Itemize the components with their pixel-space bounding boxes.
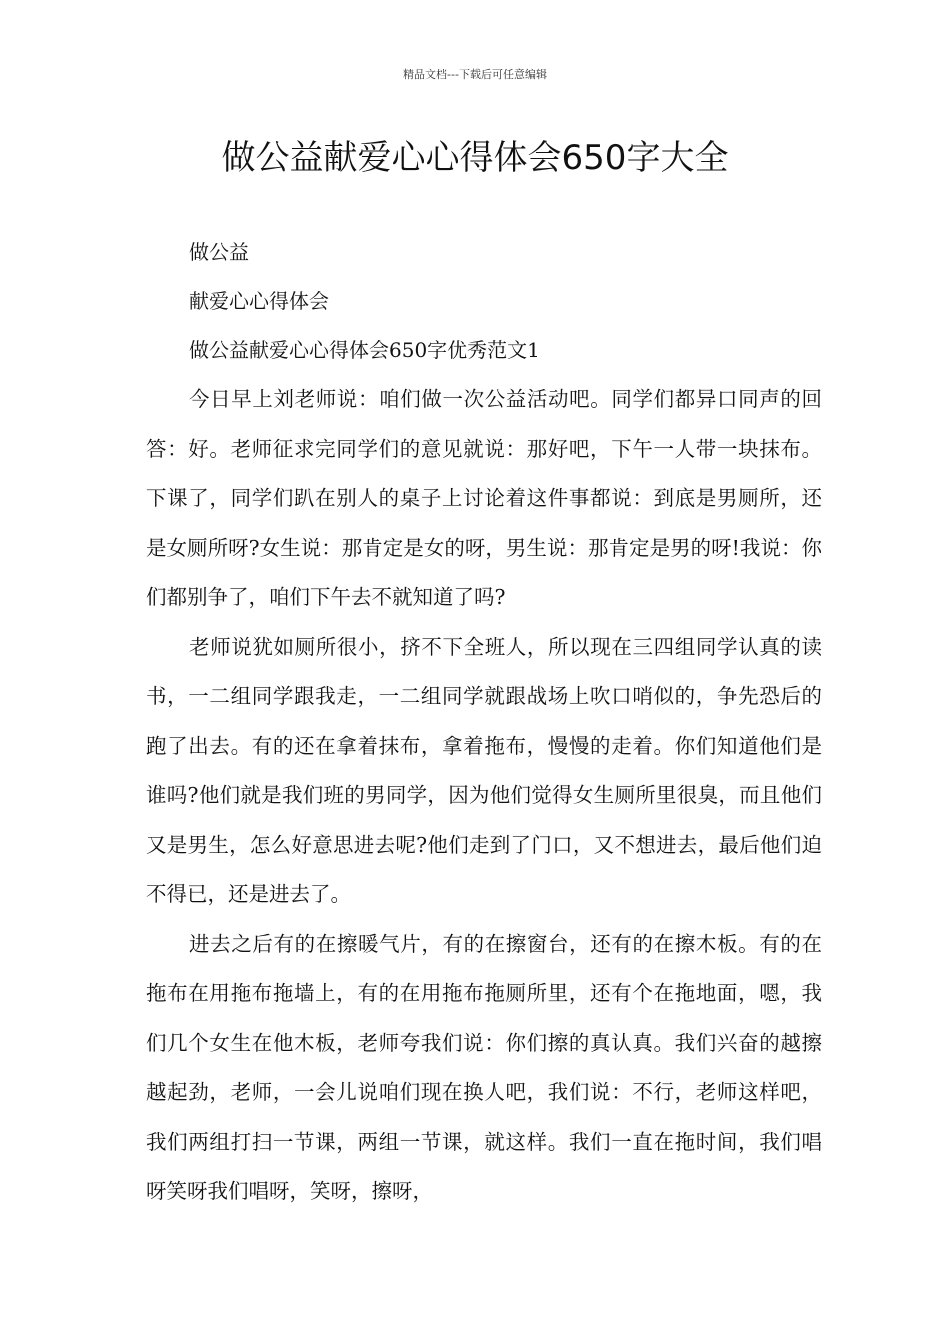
paragraph: 进去之后有的在擦暖气片，有的在擦窗台，还有的在擦木板。有的在拖布在用拖布拖墙上，有的在用拖布拖厕所里，还有个在拖地面，嗯，我们几个女生在他木板，老师夸我们说：你们擦的真认真。我们兴奋的越擦越起劲，老师，一会儿说咱们现在换人吧，我们说：不行，老师这样吧，我们两组打扫一节课，两组一节课，就这样。我们一直在拖时间，我们唱呀笑呀我们唱呀，笑呀，擦呀，: [146, 931, 822, 1203]
header-note: 精品文档---下载后可任意编辑: [403, 68, 547, 81]
paragraph: 老师说犹如厕所很小，挤不下全班人，所以现在三四组同学认真的读书，一二组同学跟我走，一二组同学就跟战场上吹口哨似的，争先恐后的跑了出去。有的还在拿着抹布，拿着拖布，慢慢的走着。你们知道他们是谁吗?他们就是我们班的男同学，因为他们觉得女生厕所里很臭，而且他们又是男生，怎么好意思进去呢?他们走到了门口，又不想进去，最后他们迫不得已，还是进去了。: [146, 634, 822, 906]
paragraph: 今日早上刘老师说：咱们做一次公益活动吧。同学们都异口同声的回答：好。老师征求完同学们的意见就说：那好吧，下午一人带一块抹布。下课了，同学们趴在别人的桌子上讨论着这件事都说：到底是男厕所，还是女厕所呀?女生说：那肯定是女的呀，男生说：那肯定是男的呀!我说：你们都别争了，咱们下午去不就知道了吗?: [146, 387, 822, 609]
subtitle-line: 做公益: [189, 240, 249, 264]
document-body: [146, 228, 822, 1217]
subtitle-line: 献爱心心得体会: [189, 289, 329, 313]
section-heading: 做公益献爱心心得体会650字优秀范文1: [189, 338, 540, 362]
document-title: 做公益献爱心心得体会650字大全: [221, 138, 729, 178]
